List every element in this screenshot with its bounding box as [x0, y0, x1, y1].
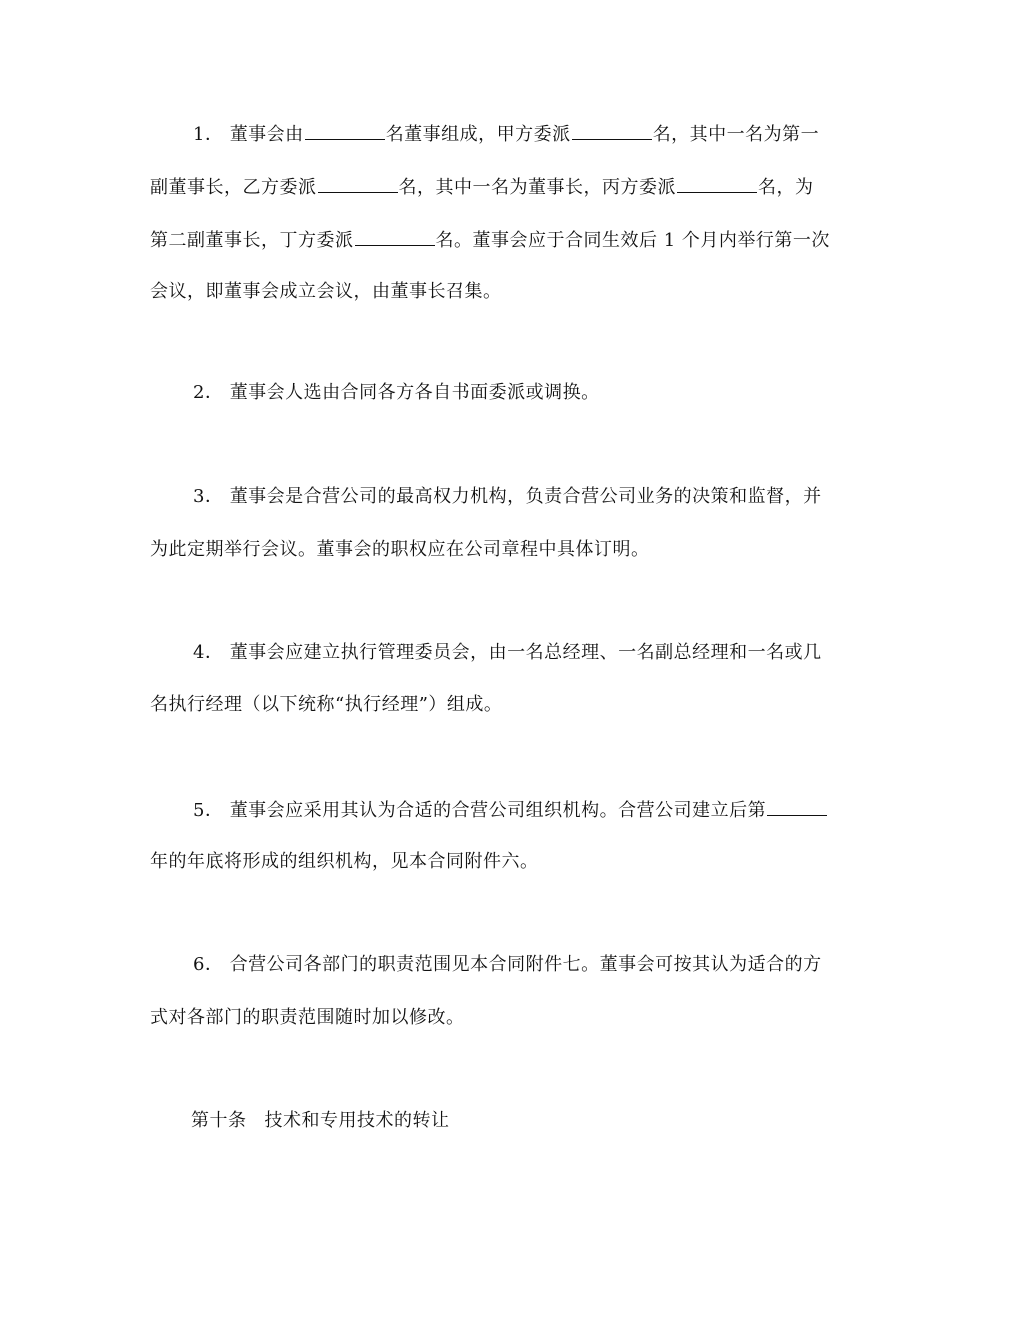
article-title: 技术和专用技术的转让	[264, 1110, 450, 1131]
paragraph-4-line-1	[193, 641, 822, 665]
paragraph-3-line-1	[193, 485, 822, 509]
paragraph-6-line-2: 式对各部门的职责范围随时加以修改。	[150, 1007, 465, 1028]
paragraph-5-line-1	[193, 797, 828, 823]
text-segment: 董事会人选由合同各方各自书面委派或调换。	[229, 382, 600, 403]
paragraph-1-line-4: 会议，即董事会成立会议，由董事长召集。	[150, 281, 502, 302]
paragraph-5-number: 5．	[193, 800, 224, 821]
paragraph-6-number: 6．	[193, 954, 224, 975]
text-segment: 董事会应采用其认为合适的合营公司组织机构。合营公司建立后第	[229, 800, 767, 821]
text-segment: 名，其中一名为第一	[652, 124, 820, 145]
fill-in-blank[interactable]	[318, 174, 398, 193]
paragraph-3-number: 3．	[193, 486, 224, 507]
paragraph-1-line-3	[150, 227, 830, 253]
article-number: 第十条	[191, 1110, 247, 1131]
fill-in-blank[interactable]	[767, 797, 827, 816]
fill-in-blank[interactable]	[572, 121, 652, 140]
paragraph-4-line-2: 名执行经理（以下统称“执行经理”）组成。	[150, 694, 503, 715]
paragraph-2-number: 2．	[193, 382, 224, 403]
paragraph-1-line-2	[150, 174, 814, 200]
fill-in-blank[interactable]	[355, 227, 435, 246]
paragraph-3-line-2: 为此定期举行会议。董事会的职权应在公司章程中具体订明。	[150, 539, 650, 560]
paragraph-1-line-1	[193, 121, 819, 147]
text-segment: 名。董事会应于合同生效后 1 个月内举行第一次	[435, 230, 830, 251]
text-segment: 董事会应建立执行管理委员会，由一名总经理、一名副总经理和一名或几	[229, 642, 822, 663]
text-segment: 名董事组成，甲方委派	[385, 124, 571, 145]
fill-in-blank[interactable]	[677, 174, 757, 193]
fill-in-blank[interactable]	[305, 121, 385, 140]
article-heading	[191, 1109, 450, 1133]
text-segment: 董事会是合营公司的最高权力机构，负责合营公司业务的决策和监督，并	[229, 486, 822, 507]
text-segment: 名，为	[758, 177, 814, 198]
paragraph-4-number: 4．	[193, 642, 224, 663]
text-segment: 第二副董事长，丁方委派	[150, 230, 354, 251]
text-segment: 董事会由	[229, 124, 304, 145]
paragraph-1-number: 1．	[193, 124, 224, 145]
text-segment: 名，其中一名为董事长，丙方委派	[398, 177, 676, 198]
paragraph-2-line-1	[193, 381, 600, 405]
text-segment: 合营公司各部门的职责范围见本合同附件七。董事会可按其认为适合的方	[229, 954, 822, 975]
paragraph-5-line-2: 年的年底将形成的组织机构，见本合同附件六。	[150, 851, 539, 872]
text-segment: 副董事长，乙方委派	[150, 177, 317, 198]
paragraph-6-line-1	[193, 953, 822, 977]
